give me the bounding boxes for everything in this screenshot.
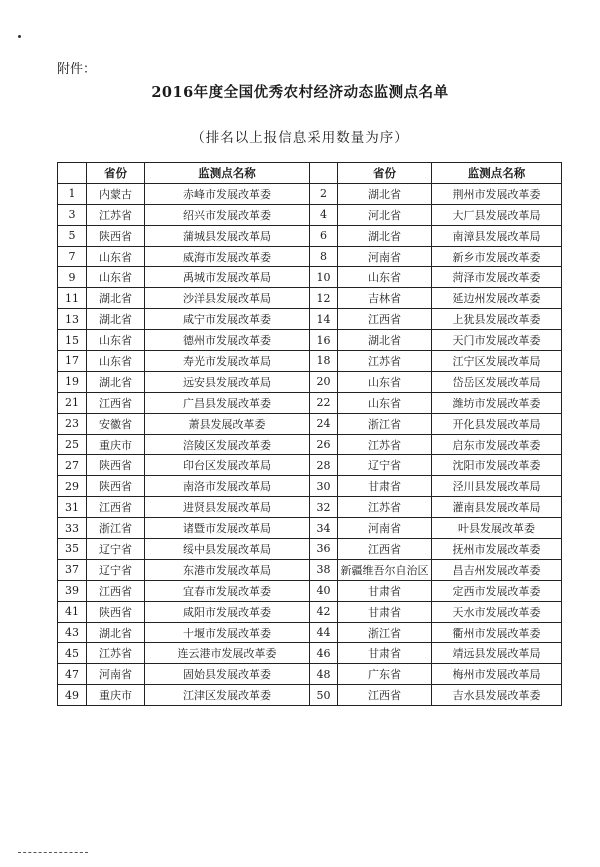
rank-cell: 29 <box>58 476 87 497</box>
province-cell: 辽宁省 <box>338 455 432 476</box>
province-cell: 广东省 <box>338 664 432 685</box>
rank-cell: 19 <box>58 371 87 392</box>
point-name-cell: 绍兴市发展改革委 <box>145 204 310 225</box>
province-cell: 安徽省 <box>87 413 145 434</box>
table-header-row <box>58 163 562 184</box>
point-name-cell: 进贤县发展改革局 <box>145 497 310 518</box>
point-name-cell: 连云港市发展改革委 <box>145 643 310 664</box>
point-name-cell: 叶县发展改革委 <box>432 518 562 539</box>
point-name-cell: 沙洋县发展改革局 <box>145 288 310 309</box>
province-cell: 江苏省 <box>338 434 432 455</box>
point-name-cell: 灌南县发展改革局 <box>432 497 562 518</box>
point-name-cell: 荆州市发展改革委 <box>432 183 562 204</box>
rank-cell: 34 <box>310 518 338 539</box>
province-cell: 陕西省 <box>87 476 145 497</box>
rank-cell: 43 <box>58 622 87 643</box>
rank-cell: 26 <box>310 434 338 455</box>
rank-cell: 38 <box>310 559 338 580</box>
rank-cell: 8 <box>310 246 338 267</box>
rank-cell: 4 <box>310 204 338 225</box>
province-cell: 江苏省 <box>338 351 432 372</box>
rank-cell: 36 <box>310 539 338 560</box>
rank-cell: 7 <box>58 246 87 267</box>
province-cell: 江西省 <box>338 685 432 706</box>
point-name-cell: 德州市发展改革委 <box>145 330 310 351</box>
province-cell: 甘肃省 <box>338 476 432 497</box>
rank-cell: 50 <box>310 685 338 706</box>
province-cell: 湖北省 <box>87 371 145 392</box>
province-cell: 江苏省 <box>338 497 432 518</box>
table-row <box>58 288 562 309</box>
rank-cell: 20 <box>310 371 338 392</box>
point-name-cell: 延边州发展改革委 <box>432 288 562 309</box>
rank-cell: 9 <box>58 267 87 288</box>
province-cell: 山东省 <box>338 267 432 288</box>
header-rank-left <box>58 163 87 184</box>
rank-cell: 41 <box>58 601 87 622</box>
province-cell: 新疆维吾尔自治区 <box>338 559 432 580</box>
rank-cell: 17 <box>58 351 87 372</box>
rank-cell: 23 <box>58 413 87 434</box>
point-name-cell: 昌吉州发展改革委 <box>432 559 562 580</box>
province-cell: 甘肃省 <box>338 601 432 622</box>
rank-cell: 46 <box>310 643 338 664</box>
rank-cell: 45 <box>58 643 87 664</box>
province-cell: 山东省 <box>338 371 432 392</box>
table-row <box>58 330 562 351</box>
table-row <box>58 246 562 267</box>
point-name-cell: 抚州市发展改革委 <box>432 539 562 560</box>
header-point-name-right: 监测点名称 <box>432 163 562 184</box>
table-row <box>58 476 562 497</box>
rank-cell: 48 <box>310 664 338 685</box>
point-name-cell: 远安县发展改革局 <box>145 371 310 392</box>
table-row <box>58 685 562 706</box>
point-name-cell: 东港市发展改革局 <box>145 559 310 580</box>
rank-cell: 5 <box>58 225 87 246</box>
table-row <box>58 559 562 580</box>
rank-cell: 13 <box>58 309 87 330</box>
province-cell: 浙江省 <box>338 413 432 434</box>
point-name-cell: 定西市发展改革委 <box>432 580 562 601</box>
province-cell: 山东省 <box>87 246 145 267</box>
table-row <box>58 518 562 539</box>
point-name-cell: 江津区发展改革委 <box>145 685 310 706</box>
rank-cell: 24 <box>310 413 338 434</box>
province-cell: 河南省 <box>338 518 432 539</box>
rank-cell: 47 <box>58 664 87 685</box>
point-name-cell: 印台区发展改革局 <box>145 455 310 476</box>
rank-cell: 10 <box>310 267 338 288</box>
table-row <box>58 413 562 434</box>
point-name-cell: 固始县发展改革委 <box>145 664 310 685</box>
point-name-cell: 开化县发展改革局 <box>432 413 562 434</box>
table-row <box>58 497 562 518</box>
point-name-cell: 涪陵区发展改革委 <box>145 434 310 455</box>
rank-cell: 31 <box>58 497 87 518</box>
rank-cell: 25 <box>58 434 87 455</box>
table-row <box>58 204 562 225</box>
rank-cell: 42 <box>310 601 338 622</box>
point-name-cell: 岱岳区发展改革局 <box>432 371 562 392</box>
table-row <box>58 539 562 560</box>
province-cell: 湖北省 <box>338 330 432 351</box>
attachment-label: 附件： <box>57 62 97 77</box>
point-name-cell: 天水市发展改革委 <box>432 601 562 622</box>
province-cell: 吉林省 <box>338 288 432 309</box>
point-name-cell: 咸宁市发展改革委 <box>145 309 310 330</box>
rank-cell: 32 <box>310 497 338 518</box>
document-subtitle: （排名以上报信息采用数量为序） <box>191 130 409 146</box>
header-rank-right <box>310 163 338 184</box>
table-row <box>58 392 562 413</box>
point-name-cell: 江宁区发展改革局 <box>432 351 562 372</box>
rank-cell: 16 <box>310 330 338 351</box>
point-name-cell: 南洛市发展改革局 <box>145 476 310 497</box>
rank-cell: 35 <box>58 539 87 560</box>
rank-cell: 2 <box>310 183 338 204</box>
point-name-cell: 宜春市发展改革委 <box>145 580 310 601</box>
province-cell: 辽宁省 <box>87 559 145 580</box>
province-cell: 重庆市 <box>87 685 145 706</box>
province-cell: 江西省 <box>87 497 145 518</box>
table-row <box>58 643 562 664</box>
table-body <box>58 183 562 705</box>
point-name-cell: 赤峰市发展改革委 <box>145 183 310 204</box>
document-title: 2016年度全国优秀农村经济动态监测点名单 <box>151 84 449 101</box>
rank-cell: 21 <box>58 392 87 413</box>
monitoring-points-table <box>57 162 562 706</box>
province-cell: 陕西省 <box>87 225 145 246</box>
province-cell: 山东省 <box>87 330 145 351</box>
point-name-cell: 绥中县发展改革局 <box>145 539 310 560</box>
province-cell: 湖北省 <box>338 225 432 246</box>
province-cell: 内蒙古 <box>87 183 145 204</box>
rank-cell: 1 <box>58 183 87 204</box>
province-cell: 江西省 <box>87 392 145 413</box>
point-name-cell: 诸暨市发展改革局 <box>145 518 310 539</box>
rank-cell: 30 <box>310 476 338 497</box>
table-row <box>58 351 562 372</box>
point-name-cell: 梅州市发展改革局 <box>432 664 562 685</box>
province-cell: 山东省 <box>338 392 432 413</box>
province-cell: 浙江省 <box>87 518 145 539</box>
point-name-cell: 启东市发展改革委 <box>432 434 562 455</box>
province-cell: 陕西省 <box>87 455 145 476</box>
table-row <box>58 622 562 643</box>
rank-cell: 11 <box>58 288 87 309</box>
province-cell: 湖北省 <box>87 622 145 643</box>
point-name-cell: 大厂县发展改革局 <box>432 204 562 225</box>
header-point-name-left: 监测点名称 <box>145 163 310 184</box>
point-name-cell: 威海市发展改革委 <box>145 246 310 267</box>
table-row <box>58 267 562 288</box>
table-row <box>58 371 562 392</box>
header-province-left: 省份 <box>87 163 145 184</box>
point-name-cell: 寿光市发展改革局 <box>145 351 310 372</box>
province-cell: 河北省 <box>338 204 432 225</box>
province-cell: 陕西省 <box>87 601 145 622</box>
point-name-cell: 潍坊市发展改革委 <box>432 392 562 413</box>
table-row <box>58 225 562 246</box>
table-row <box>58 309 562 330</box>
table-row <box>58 183 562 204</box>
province-cell: 江苏省 <box>87 204 145 225</box>
province-cell: 重庆市 <box>87 434 145 455</box>
province-cell: 湖北省 <box>338 183 432 204</box>
rank-cell: 49 <box>58 685 87 706</box>
header-province-right: 省份 <box>338 163 432 184</box>
rank-cell: 27 <box>58 455 87 476</box>
point-name-cell: 吉水县发展改革委 <box>432 685 562 706</box>
rank-cell: 28 <box>310 455 338 476</box>
province-cell: 山东省 <box>87 267 145 288</box>
table-row <box>58 664 562 685</box>
province-cell: 江西省 <box>338 539 432 560</box>
point-name-cell: 新乡市发展改革委 <box>432 246 562 267</box>
rank-cell: 39 <box>58 580 87 601</box>
rank-cell: 6 <box>310 225 338 246</box>
table-row <box>58 580 562 601</box>
province-cell: 河南省 <box>87 664 145 685</box>
point-name-cell: 咸阳市发展改革委 <box>145 601 310 622</box>
rank-cell: 40 <box>310 580 338 601</box>
point-name-cell: 上犹县发展改革委 <box>432 309 562 330</box>
province-cell: 浙江省 <box>338 622 432 643</box>
table-row <box>58 601 562 622</box>
province-cell: 山东省 <box>87 351 145 372</box>
province-cell: 江西省 <box>87 580 145 601</box>
point-name-cell: 菏泽市发展改革委 <box>432 267 562 288</box>
point-name-cell: 十堰市发展改革委 <box>145 622 310 643</box>
province-cell: 甘肃省 <box>338 580 432 601</box>
rank-cell: 18 <box>310 351 338 372</box>
point-name-cell: 南漳县发展改革局 <box>432 225 562 246</box>
point-name-cell: 天门市发展改革委 <box>432 330 562 351</box>
rank-cell: 22 <box>310 392 338 413</box>
rank-cell: 3 <box>58 204 87 225</box>
province-cell: 河南省 <box>338 246 432 267</box>
point-name-cell: 禹城市发展改革局 <box>145 267 310 288</box>
point-name-cell: 蒲城县发展改革局 <box>145 225 310 246</box>
rank-cell: 15 <box>58 330 87 351</box>
rank-cell: 14 <box>310 309 338 330</box>
table-row <box>58 455 562 476</box>
point-name-cell: 靖远县发展改革局 <box>432 643 562 664</box>
point-name-cell: 衢州市发展改革委 <box>432 622 562 643</box>
point-name-cell: 广昌县发展改革委 <box>145 392 310 413</box>
rank-cell: 33 <box>58 518 87 539</box>
scan-edge-mark <box>18 852 88 853</box>
province-cell: 湖北省 <box>87 309 145 330</box>
point-name-cell: 萧县发展改革委 <box>145 413 310 434</box>
point-name-cell: 泾川县发展改革局 <box>432 476 562 497</box>
province-cell: 甘肃省 <box>338 643 432 664</box>
rank-cell: 44 <box>310 622 338 643</box>
province-cell: 江苏省 <box>87 643 145 664</box>
province-cell: 辽宁省 <box>87 539 145 560</box>
province-cell: 湖北省 <box>87 288 145 309</box>
province-cell: 江西省 <box>338 309 432 330</box>
point-name-cell: 沈阳市发展改革委 <box>432 455 562 476</box>
rank-cell: 12 <box>310 288 338 309</box>
table-row <box>58 434 562 455</box>
rank-cell: 37 <box>58 559 87 580</box>
scan-speck <box>18 35 21 38</box>
